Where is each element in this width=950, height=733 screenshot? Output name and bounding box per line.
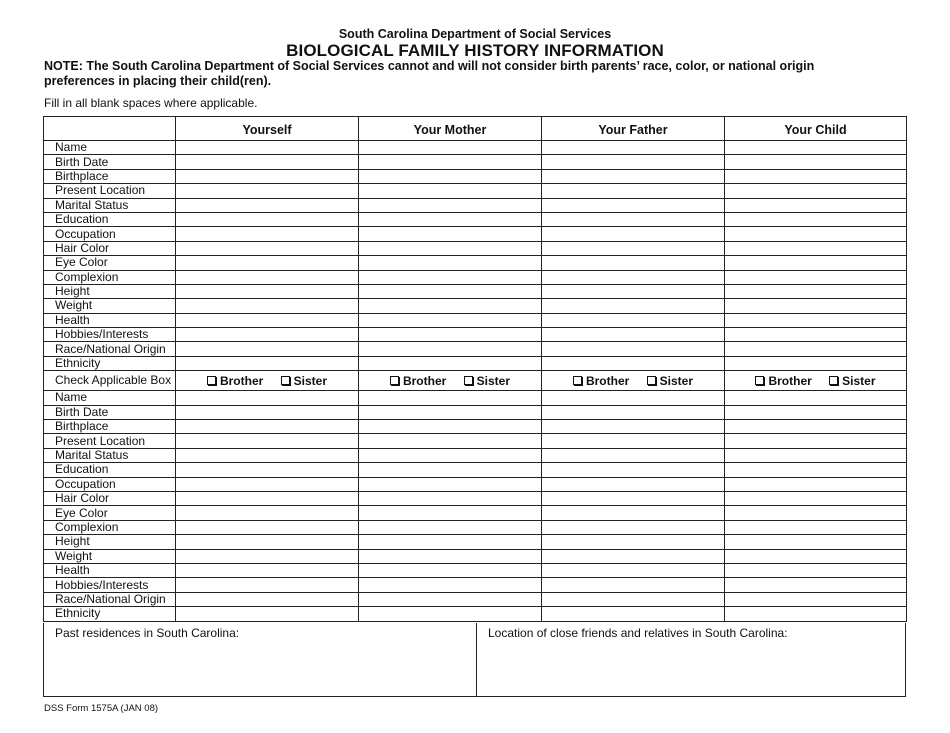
your-child-occupation-field[interactable] — [725, 227, 907, 241]
your-child-birthplace-field[interactable] — [725, 169, 907, 183]
yourself-complexion-field[interactable] — [176, 270, 359, 284]
checkbox-icon — [829, 376, 838, 385]
yourself-birthplace-field[interactable] — [176, 420, 359, 434]
field-row-height — [44, 284, 907, 298]
your-child-height-field[interactable] — [725, 535, 907, 549]
your-mother-occupation-field[interactable] — [359, 477, 542, 491]
your-child-present-location-field[interactable] — [725, 184, 907, 198]
your-mother-hobbies-interests-field[interactable] — [359, 578, 542, 592]
column-header-row — [44, 117, 907, 141]
column-header-your-child: Your Child — [725, 117, 907, 141]
yourself-ethnicity-field[interactable] — [176, 607, 359, 621]
your-child-name-field[interactable] — [725, 391, 907, 405]
yourself-marital-status-field[interactable] — [176, 198, 359, 212]
your-mother-name-field[interactable] — [359, 391, 542, 405]
sister-checkbox[interactable] — [281, 374, 327, 388]
yourself-hobbies-interests-field[interactable] — [176, 578, 359, 592]
your-child-birth-date-field[interactable] — [725, 405, 907, 419]
your-mother-birthplace-field[interactable] — [359, 169, 542, 183]
sibling-section — [44, 391, 907, 621]
field-row-education — [44, 463, 907, 477]
yourself-race-national-origin-field[interactable] — [176, 592, 359, 606]
your-mother-ethnicity-field[interactable] — [359, 356, 542, 370]
your-mother-birth-date-field[interactable] — [359, 155, 542, 169]
your-mother-name-field[interactable] — [359, 141, 542, 155]
field-row-weight — [44, 549, 907, 563]
field-row-birth-date — [44, 155, 907, 169]
field-row-present-location — [44, 184, 907, 198]
your-father-name-field[interactable] — [542, 141, 725, 155]
yourself-health-field[interactable] — [176, 563, 359, 577]
row-label-eye-color: Eye Color — [44, 506, 176, 520]
your-mother-weight-field[interactable] — [359, 299, 542, 313]
row-label-race-national-origin: Race/National Origin — [44, 342, 176, 356]
yourself-present-location-field[interactable] — [176, 434, 359, 448]
your-child-height-field[interactable] — [725, 284, 907, 298]
your-child-health-field[interactable] — [725, 563, 907, 577]
brother-label: Brother — [219, 373, 264, 388]
sister-checkbox[interactable] — [464, 374, 510, 388]
fill-instructions: Fill in all blank spaces where applicable. — [44, 96, 258, 110]
row-label-height: Height — [44, 535, 176, 549]
field-row-height — [44, 535, 907, 549]
row-label-hobbies-interests: Hobbies/Interests — [44, 578, 176, 592]
your-child-complexion-field[interactable] — [725, 520, 907, 534]
checkbox-icon — [573, 376, 582, 385]
brother-label: Brother — [768, 373, 812, 388]
row-label-education: Education — [44, 212, 176, 226]
your-mother-health-field[interactable] — [359, 563, 542, 577]
your-mother-race-national-origin-field[interactable] — [359, 342, 542, 356]
row-label-ethnicity: Ethnicity — [44, 607, 176, 621]
your-father-hair-color-field[interactable] — [542, 491, 725, 505]
column-header-yourself: Yourself — [176, 117, 359, 141]
field-row-education — [44, 212, 907, 226]
your-mother-eye-color-field[interactable] — [359, 256, 542, 270]
your-father-present-location-field[interactable] — [542, 434, 725, 448]
field-row-ethnicity — [44, 356, 907, 370]
field-row-hair-color — [44, 241, 907, 255]
checkbox-icon — [755, 376, 764, 385]
field-row-complexion — [44, 520, 907, 534]
row-label-marital-status: Marital Status — [44, 198, 176, 212]
column-header-your-mother: Your Mother — [359, 117, 542, 141]
your-child-eye-color-field[interactable] — [725, 256, 907, 270]
row-label-complexion: Complexion — [44, 270, 176, 284]
your-father-hair-color-field[interactable] — [542, 241, 725, 255]
your-father-race-national-origin-field[interactable] — [542, 342, 725, 356]
brother-checkbox[interactable] — [573, 374, 629, 388]
yourself-hobbies-interests-field[interactable] — [176, 328, 359, 342]
sibling-check-row — [44, 371, 907, 391]
your-mother-complexion-field[interactable] — [359, 270, 542, 284]
sibling-check-section — [44, 371, 907, 391]
row-label-race-national-origin: Race/National Origin — [44, 592, 176, 606]
row-label-marital-status: Marital Status — [44, 448, 176, 462]
yourself-ethnicity-field[interactable] — [176, 356, 359, 370]
yourself-occupation-field[interactable] — [176, 477, 359, 491]
nondiscrimination-note: NOTE: The South Carolina Department of Social Services cannot and will not consider birth parents’ race, color, or national origin preferences in placing their child(ren). — [44, 59, 815, 88]
field-row-weight — [44, 299, 907, 313]
row-label-eye-color: Eye Color — [44, 256, 176, 270]
row-label-education: Education — [44, 463, 176, 477]
yourself-height-field[interactable] — [176, 284, 359, 298]
your-father-ethnicity-field[interactable] — [542, 607, 725, 621]
your-child-complexion-field[interactable] — [725, 270, 907, 284]
your-mother-birth-date-field[interactable] — [359, 405, 542, 419]
row-label-birthplace: Birthplace — [44, 169, 176, 183]
row-label-occupation: Occupation — [44, 227, 176, 241]
your-father-eye-color-field[interactable] — [542, 256, 725, 270]
your-mother-eye-color-field[interactable] — [359, 506, 542, 520]
your-child-ethnicity-field[interactable] — [725, 356, 907, 370]
your-mother-complexion-field[interactable] — [359, 520, 542, 534]
your-mother-race-national-origin-field[interactable] — [359, 592, 542, 606]
field-row-complexion — [44, 270, 907, 284]
field-row-birth-date — [44, 405, 907, 419]
your-father-birth-date-field[interactable] — [542, 155, 725, 169]
your-father-birth-date-field[interactable] — [542, 405, 725, 419]
row-label-hair-color: Hair Color — [44, 241, 176, 255]
yourself-eye-color-field[interactable] — [176, 256, 359, 270]
sister-label: Sister — [659, 373, 694, 388]
your-mother-marital-status-field[interactable] — [359, 198, 542, 212]
your-father-education-field[interactable] — [542, 212, 725, 226]
your-father-hobbies-interests-field[interactable] — [542, 328, 725, 342]
field-row-ethnicity — [44, 607, 907, 621]
column-header-your-father: Your Father — [542, 117, 725, 141]
your-mother-marital-status-field[interactable] — [359, 448, 542, 462]
your-mother-birthplace-field[interactable] — [359, 420, 542, 434]
field-row-birthplace — [44, 420, 907, 434]
your-mother-height-field[interactable] — [359, 535, 542, 549]
your-child-health-field[interactable] — [725, 313, 907, 327]
checkbox-icon — [464, 376, 473, 385]
field-row-occupation — [44, 477, 907, 491]
row-label-ethnicity: Ethnicity — [44, 356, 176, 370]
sister-label: Sister — [476, 373, 511, 388]
past-residences-label: Past residences in South Carolina: — [55, 626, 240, 640]
your-child-marital-status-field[interactable] — [725, 198, 907, 212]
family-member-section — [44, 141, 907, 371]
checkbox-icon — [281, 376, 290, 385]
yourself-name-field[interactable] — [176, 141, 359, 155]
your-child-marital-status-field[interactable] — [725, 448, 907, 462]
brother-checkbox[interactable] — [390, 374, 446, 388]
field-row-eye-color — [44, 506, 907, 520]
your-child-weight-field[interactable] — [725, 299, 907, 313]
sibling-options-your-child — [725, 371, 907, 391]
your-mother-ethnicity-field[interactable] — [359, 607, 542, 621]
yourself-birth-date-field[interactable] — [176, 155, 359, 169]
yourself-present-location-field[interactable] — [176, 184, 359, 198]
your-father-name-field[interactable] — [542, 391, 725, 405]
your-child-hair-color-field[interactable] — [725, 241, 907, 255]
friends-relatives-location-field[interactable] — [477, 623, 905, 696]
your-father-marital-status-field[interactable] — [542, 448, 725, 462]
yourself-health-field[interactable] — [176, 313, 359, 327]
your-mother-education-field[interactable] — [359, 463, 542, 477]
your-father-birthplace-field[interactable] — [542, 420, 725, 434]
yourself-height-field[interactable] — [176, 535, 359, 549]
your-child-hobbies-interests-field[interactable] — [725, 578, 907, 592]
yourself-eye-color-field[interactable] — [176, 506, 359, 520]
family-history-table — [43, 116, 907, 622]
your-child-present-location-field[interactable] — [725, 434, 907, 448]
your-mother-occupation-field[interactable] — [359, 227, 542, 241]
row-label-birth-date: Birth Date — [44, 405, 176, 419]
yourself-hair-color-field[interactable] — [176, 241, 359, 255]
south-carolina-locations — [43, 623, 906, 697]
row-label-hair-color: Hair Color — [44, 491, 176, 505]
your-father-weight-field[interactable] — [542, 549, 725, 563]
yourself-birthplace-field[interactable] — [176, 169, 359, 183]
header-corner — [44, 117, 176, 141]
agency-name: South Carolina Department of Social Services — [338, 27, 612, 41]
yourself-birth-date-field[interactable] — [176, 405, 359, 419]
your-father-ethnicity-field[interactable] — [542, 356, 725, 370]
your-child-name-field[interactable] — [725, 141, 907, 155]
row-label-health: Health — [44, 563, 176, 577]
checkbox-icon — [647, 376, 656, 385]
row-label-height: Height — [44, 284, 176, 298]
row-label-complexion: Complexion — [44, 520, 176, 534]
your-child-ethnicity-field[interactable] — [725, 607, 907, 621]
field-row-marital-status — [44, 198, 907, 212]
your-mother-hair-color-field[interactable] — [359, 241, 542, 255]
yourself-education-field[interactable] — [176, 463, 359, 477]
your-father-health-field[interactable] — [542, 313, 725, 327]
row-label-present-location: Present Location — [44, 434, 176, 448]
your-father-eye-color-field[interactable] — [542, 506, 725, 520]
yourself-name-field[interactable] — [176, 391, 359, 405]
your-father-height-field[interactable] — [542, 284, 725, 298]
your-father-hobbies-interests-field[interactable] — [542, 578, 725, 592]
yourself-weight-field[interactable] — [176, 549, 359, 563]
your-mother-height-field[interactable] — [359, 284, 542, 298]
your-mother-hobbies-interests-field[interactable] — [359, 328, 542, 342]
sister-checkbox[interactable] — [647, 374, 693, 388]
your-father-occupation-field[interactable] — [542, 227, 725, 241]
yourself-occupation-field[interactable] — [176, 227, 359, 241]
your-father-health-field[interactable] — [542, 563, 725, 577]
field-row-race-national-origin — [44, 592, 907, 606]
your-father-complexion-field[interactable] — [542, 270, 725, 284]
field-row-hobbies-interests — [44, 328, 907, 342]
sibling-options-yourself — [176, 371, 359, 391]
field-row-health — [44, 313, 907, 327]
your-father-weight-field[interactable] — [542, 299, 725, 313]
sibling-options-your-mother — [359, 371, 542, 391]
your-mother-present-location-field[interactable] — [359, 434, 542, 448]
your-father-height-field[interactable] — [542, 535, 725, 549]
field-row-eye-color — [44, 256, 907, 270]
form-title: BIOLOGICAL FAMILY HISTORY INFORMATION — [286, 41, 664, 60]
row-label-weight: Weight — [44, 549, 176, 563]
checkbox-icon — [390, 376, 399, 385]
your-father-race-national-origin-field[interactable] — [542, 592, 725, 606]
field-row-race-national-origin — [44, 342, 907, 356]
brother-checkbox[interactable] — [755, 374, 811, 388]
sister-label: Sister — [842, 373, 876, 388]
row-label-name: Name — [44, 141, 176, 155]
your-child-hobbies-interests-field[interactable] — [725, 328, 907, 342]
field-row-birthplace — [44, 169, 907, 183]
past-residences-field[interactable] — [44, 623, 477, 696]
your-father-complexion-field[interactable] — [542, 520, 725, 534]
your-mother-weight-field[interactable] — [359, 549, 542, 563]
row-label-hobbies-interests: Hobbies/Interests — [44, 328, 176, 342]
sibling-options-your-father — [542, 371, 725, 391]
your-child-birthplace-field[interactable] — [725, 420, 907, 434]
sister-checkbox[interactable] — [829, 374, 875, 388]
your-father-education-field[interactable] — [542, 463, 725, 477]
your-child-race-national-origin-field[interactable] — [725, 342, 907, 356]
your-child-birth-date-field[interactable] — [725, 155, 907, 169]
row-label-birth-date: Birth Date — [44, 155, 176, 169]
your-father-marital-status-field[interactable] — [542, 198, 725, 212]
brother-label: Brother — [402, 373, 447, 388]
your-mother-health-field[interactable] — [359, 313, 542, 327]
field-row-occupation — [44, 227, 907, 241]
your-child-occupation-field[interactable] — [725, 477, 907, 491]
field-row-name — [44, 141, 907, 155]
sister-label: Sister — [293, 373, 328, 388]
row-label-weight: Weight — [44, 299, 176, 313]
your-child-eye-color-field[interactable] — [725, 506, 907, 520]
field-row-present-location — [44, 434, 907, 448]
row-label-name: Name — [44, 391, 176, 405]
yourself-race-national-origin-field[interactable] — [176, 342, 359, 356]
brother-label: Brother — [585, 373, 630, 388]
your-mother-present-location-field[interactable] — [359, 184, 542, 198]
row-label-occupation: Occupation — [44, 477, 176, 491]
your-mother-hair-color-field[interactable] — [359, 491, 542, 505]
yourself-education-field[interactable] — [176, 212, 359, 226]
yourself-weight-field[interactable] — [176, 299, 359, 313]
brother-checkbox[interactable] — [207, 374, 263, 388]
your-child-education-field[interactable] — [725, 212, 907, 226]
your-father-occupation-field[interactable] — [542, 477, 725, 491]
row-label-present-location: Present Location — [44, 184, 176, 198]
form-number: DSS Form 1575A (JAN 08) — [44, 703, 159, 714]
your-child-race-national-origin-field[interactable] — [725, 592, 907, 606]
row-label-birthplace: Birthplace — [44, 420, 176, 434]
your-child-education-field[interactable] — [725, 463, 907, 477]
field-row-hobbies-interests — [44, 578, 907, 592]
yourself-complexion-field[interactable] — [176, 520, 359, 534]
your-father-present-location-field[interactable] — [542, 184, 725, 198]
sibling-check-label: Check Applicable Box — [44, 371, 176, 391]
your-father-birthplace-field[interactable] — [542, 169, 725, 183]
friends-relatives-label: Location of close friends and relatives in South Carolina: — [488, 626, 788, 640]
field-row-hair-color — [44, 491, 907, 505]
your-child-hair-color-field[interactable] — [725, 491, 907, 505]
row-label-health: Health — [44, 313, 176, 327]
field-row-health — [44, 563, 907, 577]
yourself-hair-color-field[interactable] — [176, 491, 359, 505]
checkbox-icon — [207, 376, 216, 385]
field-row-marital-status — [44, 448, 907, 462]
field-row-name — [44, 391, 907, 405]
yourself-marital-status-field[interactable] — [176, 448, 359, 462]
your-mother-education-field[interactable] — [359, 212, 542, 226]
your-child-weight-field[interactable] — [725, 549, 907, 563]
